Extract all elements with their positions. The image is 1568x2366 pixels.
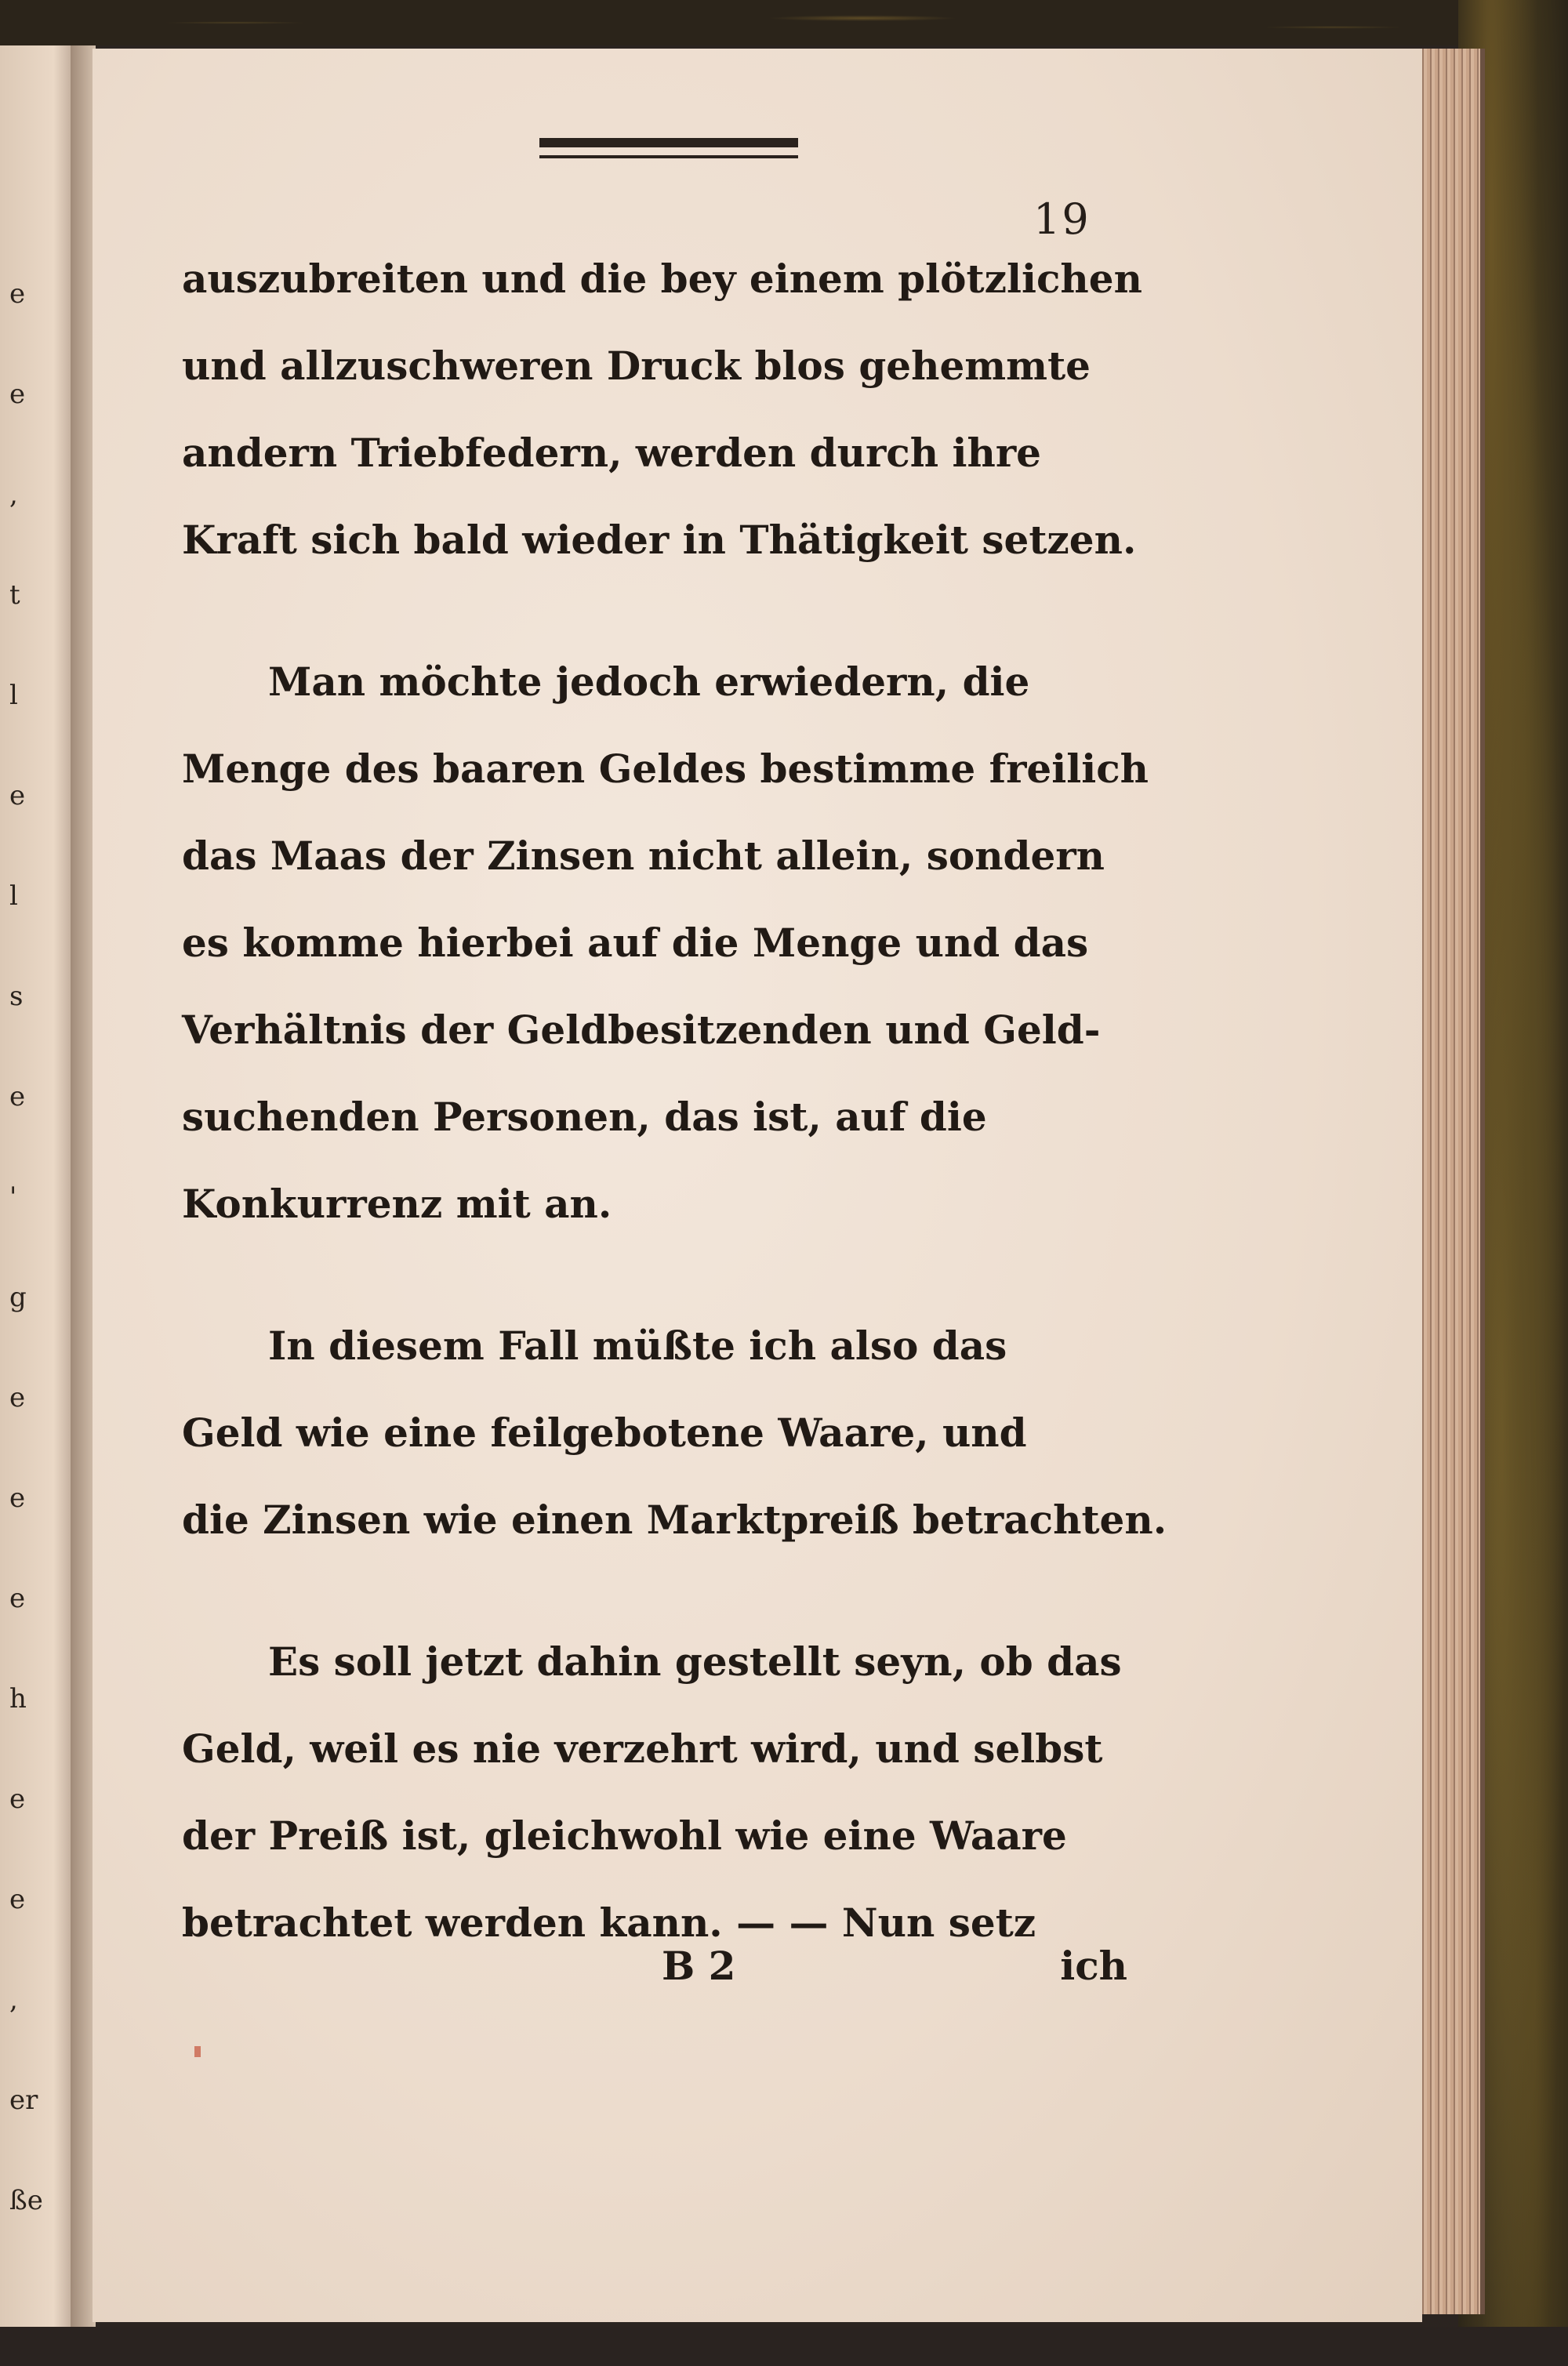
paragraph	[182, 256, 1142, 604]
left-page-fragment: ,	[9, 1984, 18, 2016]
text-line: Menge des baaren Geldes bestimme freilich	[182, 746, 1149, 792]
left-page-fragment: g	[9, 1282, 27, 1313]
text-line: Verhältnis der Geldbesitzenden und Geld-	[182, 1007, 1101, 1053]
left-page-fragment: e	[9, 1482, 26, 1514]
text-line: und allzuschweren Druck blos gehemmte	[182, 343, 1091, 389]
signature-mark: B 2	[662, 1943, 736, 1989]
text-line: Man möchte jedoch erwiedern, die	[268, 659, 1030, 705]
ink-spot	[194, 2046, 201, 2057]
paragraph-gap	[182, 1268, 1127, 1323]
paragraph-gap	[182, 1584, 1127, 1638]
left-page-fragment: t	[9, 579, 20, 611]
text-line: Kraft sich bald wieder in Thätigkeit setzen.	[182, 517, 1137, 563]
left-page-fragment: h	[9, 1683, 27, 1715]
text-line: Es soll jetzt dahin gestellt seyn, ob das	[268, 1638, 1122, 1685]
page-edges	[1419, 49, 1485, 2314]
catchword: ich	[1060, 1943, 1127, 1989]
left-page-fragment: e	[9, 278, 26, 310]
header-rule	[539, 138, 798, 158]
left-page-fragment: ,	[9, 479, 18, 510]
text-line: die Zinsen wie einen Marktpreiß betrachten.	[182, 1497, 1167, 1543]
left-page-fragment: s	[9, 981, 24, 1012]
paragraph	[182, 1638, 1127, 1987]
text-line: betrachtet werden kann. — — Nun setz	[182, 1900, 1036, 1946]
text-line: das Maas der Zinsen nicht allein, sondern	[182, 833, 1105, 879]
left-page-fragment: e	[9, 1081, 26, 1112]
left-facing-page	[0, 45, 77, 2327]
text-line: der Preiß ist, gleichwohl wie eine Waare	[182, 1813, 1067, 1859]
text-line: auszubreiten und die bey einem plötzlichen	[182, 256, 1142, 302]
paragraph	[182, 659, 1149, 1268]
left-page-text-fragments	[0, 45, 77, 2327]
text-line: Geld, weil es nie verzehrt wird, und selbst	[182, 1726, 1103, 1772]
text-line: es komme hierbei auf die Menge und das	[182, 920, 1089, 966]
text-line: In diesem Fall müßte ich also das	[268, 1323, 1007, 1369]
left-page-fragment: l	[9, 880, 18, 912]
text-line: Geld wie eine feilgebotene Waare, und	[182, 1410, 1027, 1456]
left-page-fragment: e	[9, 780, 26, 811]
paragraph-gap	[182, 604, 1127, 659]
left-page-fragment: ße	[9, 2185, 43, 2216]
book-cover-bottom	[0, 2327, 1568, 2366]
left-page-fragment: e	[9, 379, 26, 410]
text-line: andern Triebfedern, werden durch ihre	[182, 430, 1041, 476]
text-line: Konkurrenz mit an.	[182, 1181, 612, 1227]
left-page-fragment: e	[9, 1784, 26, 1815]
left-page-fragment: e	[9, 1884, 26, 1915]
left-page-fragment: e	[9, 1382, 26, 1413]
page-body-text	[182, 256, 1167, 1987]
left-page-fragment: '	[9, 1181, 17, 1213]
book-cover-top	[0, 0, 1568, 45]
left-page-fragment: er	[9, 2085, 38, 2116]
page-footer	[182, 1943, 1127, 2013]
left-page-fragment: e	[9, 1583, 26, 1614]
paragraph	[182, 1323, 1167, 1584]
left-page-fragment: l	[9, 680, 18, 711]
text-line: suchenden Personen, das ist, auf die	[182, 1094, 987, 1140]
page-number: 19	[1033, 194, 1091, 244]
